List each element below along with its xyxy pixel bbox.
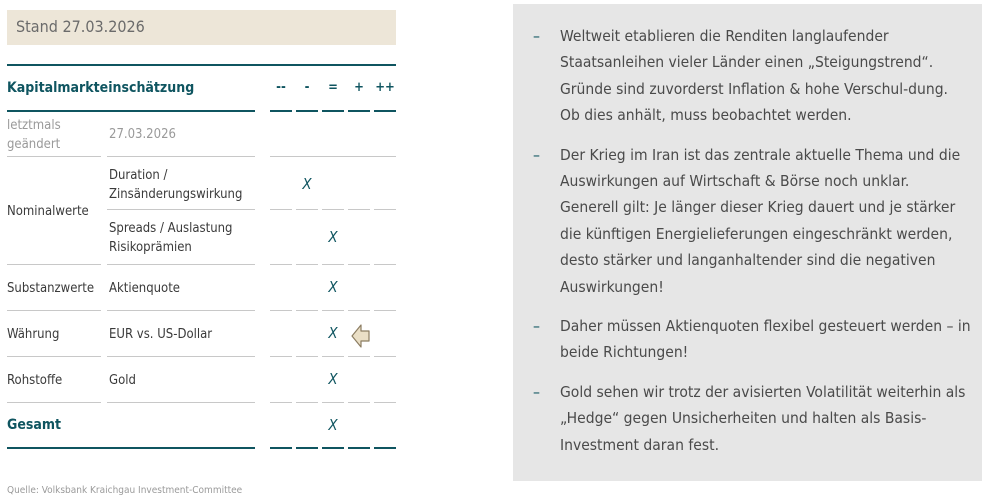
row-rule — [7, 402, 101, 403]
bullet-text: Der Krieg im Iran ist das zentrale aktuelle Thema und die Auswirkungen auf Wirtschaft & Börse noch unklar. Generell gilt: Je länger dieser Krieg dauert und je stärker die künftigen Energielieferungen eingeschränkt werden, desto stärker und langanhaltender sind die negativen Auswirkungen! — [560, 145, 961, 296]
left-arrow-icon — [351, 323, 371, 349]
col-header-strong-negative: -- — [276, 80, 286, 95]
rating-mark-total: X — [328, 416, 338, 434]
row-rule — [107, 310, 255, 311]
header-rule — [270, 110, 292, 112]
table-title: Kapitalmarkteinschätzung — [7, 80, 195, 96]
commentary-bullet — [533, 23, 972, 129]
rating-mark-gold: X — [328, 370, 338, 388]
rating-mark-eur-usd: X — [328, 324, 338, 342]
total-rule — [270, 447, 292, 449]
row-rule — [348, 402, 370, 403]
table-top-rule — [7, 64, 396, 66]
row-rule — [7, 156, 101, 157]
group-label-rohstoffe: Rohstoffe — [7, 373, 63, 388]
row-rule — [296, 209, 318, 210]
rating-mark-spreads: X — [328, 228, 338, 246]
row-rule — [374, 356, 396, 357]
row-rule — [270, 264, 292, 265]
col-header-positive: + — [354, 80, 364, 95]
row-rule — [322, 264, 344, 265]
row-rule — [296, 402, 318, 403]
row-item-gold: Gold — [109, 373, 136, 388]
row-rule — [296, 356, 318, 357]
row-rule — [7, 264, 101, 265]
rating-mark-duration: X — [302, 175, 312, 193]
group-label-waehrung: Währung — [7, 327, 60, 342]
col-header-neutral: = — [328, 80, 338, 95]
total-rule — [296, 447, 318, 449]
group-label-nominalwerte: Nominalwerte — [7, 204, 89, 219]
row-rule — [296, 264, 318, 265]
commentary-bullet — [533, 142, 972, 300]
commentary-bullet — [533, 313, 972, 366]
row-rule — [322, 209, 344, 210]
row-rule — [322, 310, 344, 311]
source-note: Quelle: Volksbank Kraichgau Investment-Committee — [7, 485, 243, 496]
bullet-dash: – — [533, 382, 540, 401]
row-rule — [270, 209, 292, 210]
rating-mark-aktienquote: X — [328, 278, 338, 296]
row-rule — [322, 402, 344, 403]
last-changed-date: 27.03.2026 — [109, 127, 176, 142]
commentary-panel — [513, 4, 982, 481]
row-rule — [374, 209, 396, 210]
total-rule — [7, 447, 255, 449]
row-item-duration: Duration / Zinsänderungswirkung — [109, 168, 243, 202]
bullet-dash: – — [533, 145, 540, 164]
row-rule — [107, 264, 255, 265]
col-header-strong-positive: ++ — [375, 80, 395, 95]
bullet-text: Weltweit etablieren die Renditen langlaufender Staatsanleihen vieler Länder einen „Steigungstrend“. Gründe sind zuvorderst Inflation & hohe Verschul-dung. Ob dies anhält, muss beobachtet werden. — [560, 27, 948, 125]
row-rule — [7, 356, 101, 357]
commentary-bullet — [533, 379, 972, 458]
total-rule — [348, 447, 370, 449]
bullet-dash: – — [533, 27, 540, 45]
row-rule — [348, 209, 370, 210]
header-rule — [374, 110, 396, 112]
last-changed-label: letztmals geändert — [7, 118, 61, 152]
row-rule — [270, 156, 396, 157]
row-rule — [348, 310, 370, 311]
total-rule — [322, 447, 344, 449]
row-rule — [7, 310, 101, 311]
row-rule — [374, 310, 396, 311]
row-rule — [348, 356, 370, 357]
bullet-dash: – — [533, 317, 540, 336]
row-rule — [107, 209, 255, 210]
row-rule — [107, 156, 255, 157]
row-rule — [107, 356, 255, 357]
row-rule — [374, 402, 396, 403]
row-rule — [348, 264, 370, 265]
row-rule — [107, 402, 255, 403]
total-label: Gesamt — [7, 417, 62, 433]
bullet-text: Gold sehen wir trotz der avisierten Volatilität weiterhin als „Hedge“ gegen Unsicherheiten und halten als Basis-Investment daran fest. — [560, 382, 966, 454]
row-rule — [374, 264, 396, 265]
stand-date: Stand 27.03.2026 — [7, 10, 396, 45]
row-rule — [322, 356, 344, 357]
row-item-spreads: Spreads / Auslastung Risikoprämien — [109, 221, 233, 255]
group-label-substanzwerte: Substanzwerte — [7, 281, 95, 296]
total-rule — [374, 447, 396, 449]
header-rule — [322, 110, 344, 112]
col-header-negative: - — [304, 80, 310, 95]
row-item-eur-usd: EUR vs. US-Dollar — [109, 327, 213, 342]
row-item-aktienquote: Aktienquote — [109, 281, 180, 296]
row-rule — [296, 310, 318, 311]
row-rule — [270, 356, 292, 357]
header-rule — [348, 110, 370, 112]
header-rule — [296, 110, 318, 112]
bullet-text: Daher müssen Aktienquoten flexibel gesteuert werden – in beide Richtungen! — [560, 317, 971, 362]
row-rule — [270, 402, 292, 403]
row-rule — [270, 310, 292, 311]
header-rule — [7, 110, 255, 112]
